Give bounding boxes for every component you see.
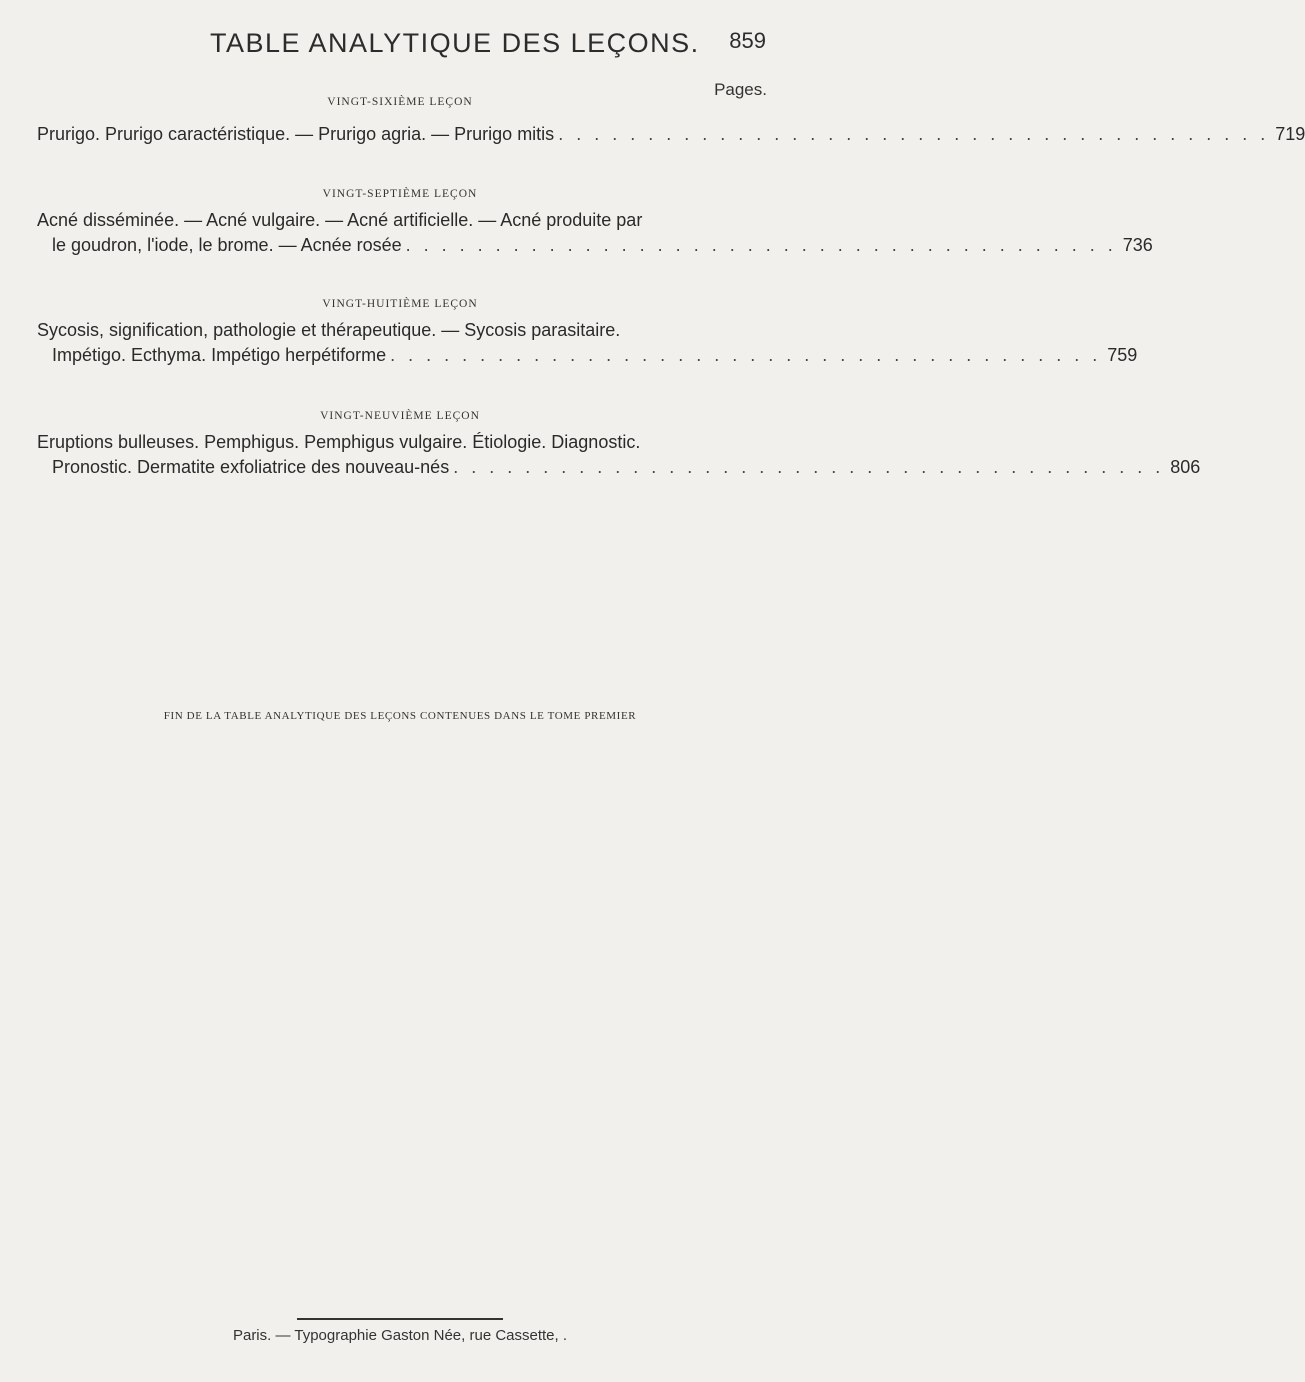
- entry-text: Eruptions bulleuses. Pemphigus. Pemphigus vulgaire. Étiologie. Diagnostic.: [37, 432, 641, 452]
- dot-leader: . . . . . . . . . . . . . . . . . . . . . . . . . . . . . . . . . . . . . . . .: [558, 124, 1270, 144]
- toc-entry-line: [37, 124, 1305, 145]
- entry-text: Prurigo. Prurigo caractéristique. — Prurigo agria. — Prurigo mitis: [37, 124, 555, 144]
- printer-imprint: Paris. — Typographie Gaston Née, rue Cassette, .: [232, 1327, 568, 1344]
- toc-entry-line: [37, 210, 768, 231]
- lesson-heading-28: VINGT-HUITIÈME LEÇON: [322, 298, 478, 310]
- entry-page-number: 806: [1170, 457, 1201, 477]
- lesson-heading-26: VINGT-SIXIÈME LEÇON: [327, 96, 473, 108]
- entry-text: le goudron, l'iode, le brome. — Acnée rosée: [52, 235, 402, 255]
- imprint-rule: [297, 1318, 503, 1320]
- dot-leader: . . . . . . . . . . . . . . . . . . . . . . . . . . . . . . . . . . . . . . . .: [453, 457, 1165, 477]
- entry-text: Impétigo. Ecthyma. Impétigo herpétiforme: [52, 345, 387, 365]
- dot-leader: . . . . . . . . . . . . . . . . . . . . . . . . . . . . . . . . . . . . . . . .: [390, 345, 1102, 365]
- lesson-heading-27: VINGT-SEPTIÈME LEÇON: [322, 188, 478, 200]
- toc-entry-line: [37, 432, 768, 453]
- entry-page-number: 719: [1275, 124, 1305, 144]
- toc-entry-line: [37, 320, 768, 341]
- end-of-table-colophon: FIN DE LA TABLE ANALYTIQUE DES LEÇONS CONTENUES DANS LE TOME PREMIER: [163, 710, 637, 722]
- pages-column-label: Pages.: [714, 80, 767, 99]
- entry-text: Pronostic. Dermatite exfoliatrice des nouveau-nés: [52, 457, 450, 477]
- entry-page-number: 759: [1107, 345, 1138, 365]
- entry-text: Acné disséminée. — Acné vulgaire. — Acné artificielle. — Acné produite par: [37, 210, 643, 230]
- entry-text: Sycosis, signification, pathologie et thérapeutique. — Sycosis parasitaire.: [37, 320, 621, 340]
- toc-entry-line: [52, 345, 1138, 366]
- entry-page-number: 736: [1122, 235, 1153, 255]
- page-number: 859: [729, 28, 766, 53]
- running-head: [0, 28, 800, 68]
- running-title: TABLE ANALYTIQUE DES LEÇONS.: [210, 28, 700, 58]
- toc-entry-line: [52, 457, 1201, 478]
- toc-entry-line: [52, 235, 1153, 256]
- dot-leader: . . . . . . . . . . . . . . . . . . . . . . . . . . . . . . . . . . . . . . . .: [405, 235, 1117, 255]
- lesson-heading-29: VINGT-NEUVIÈME LEÇON: [320, 410, 480, 422]
